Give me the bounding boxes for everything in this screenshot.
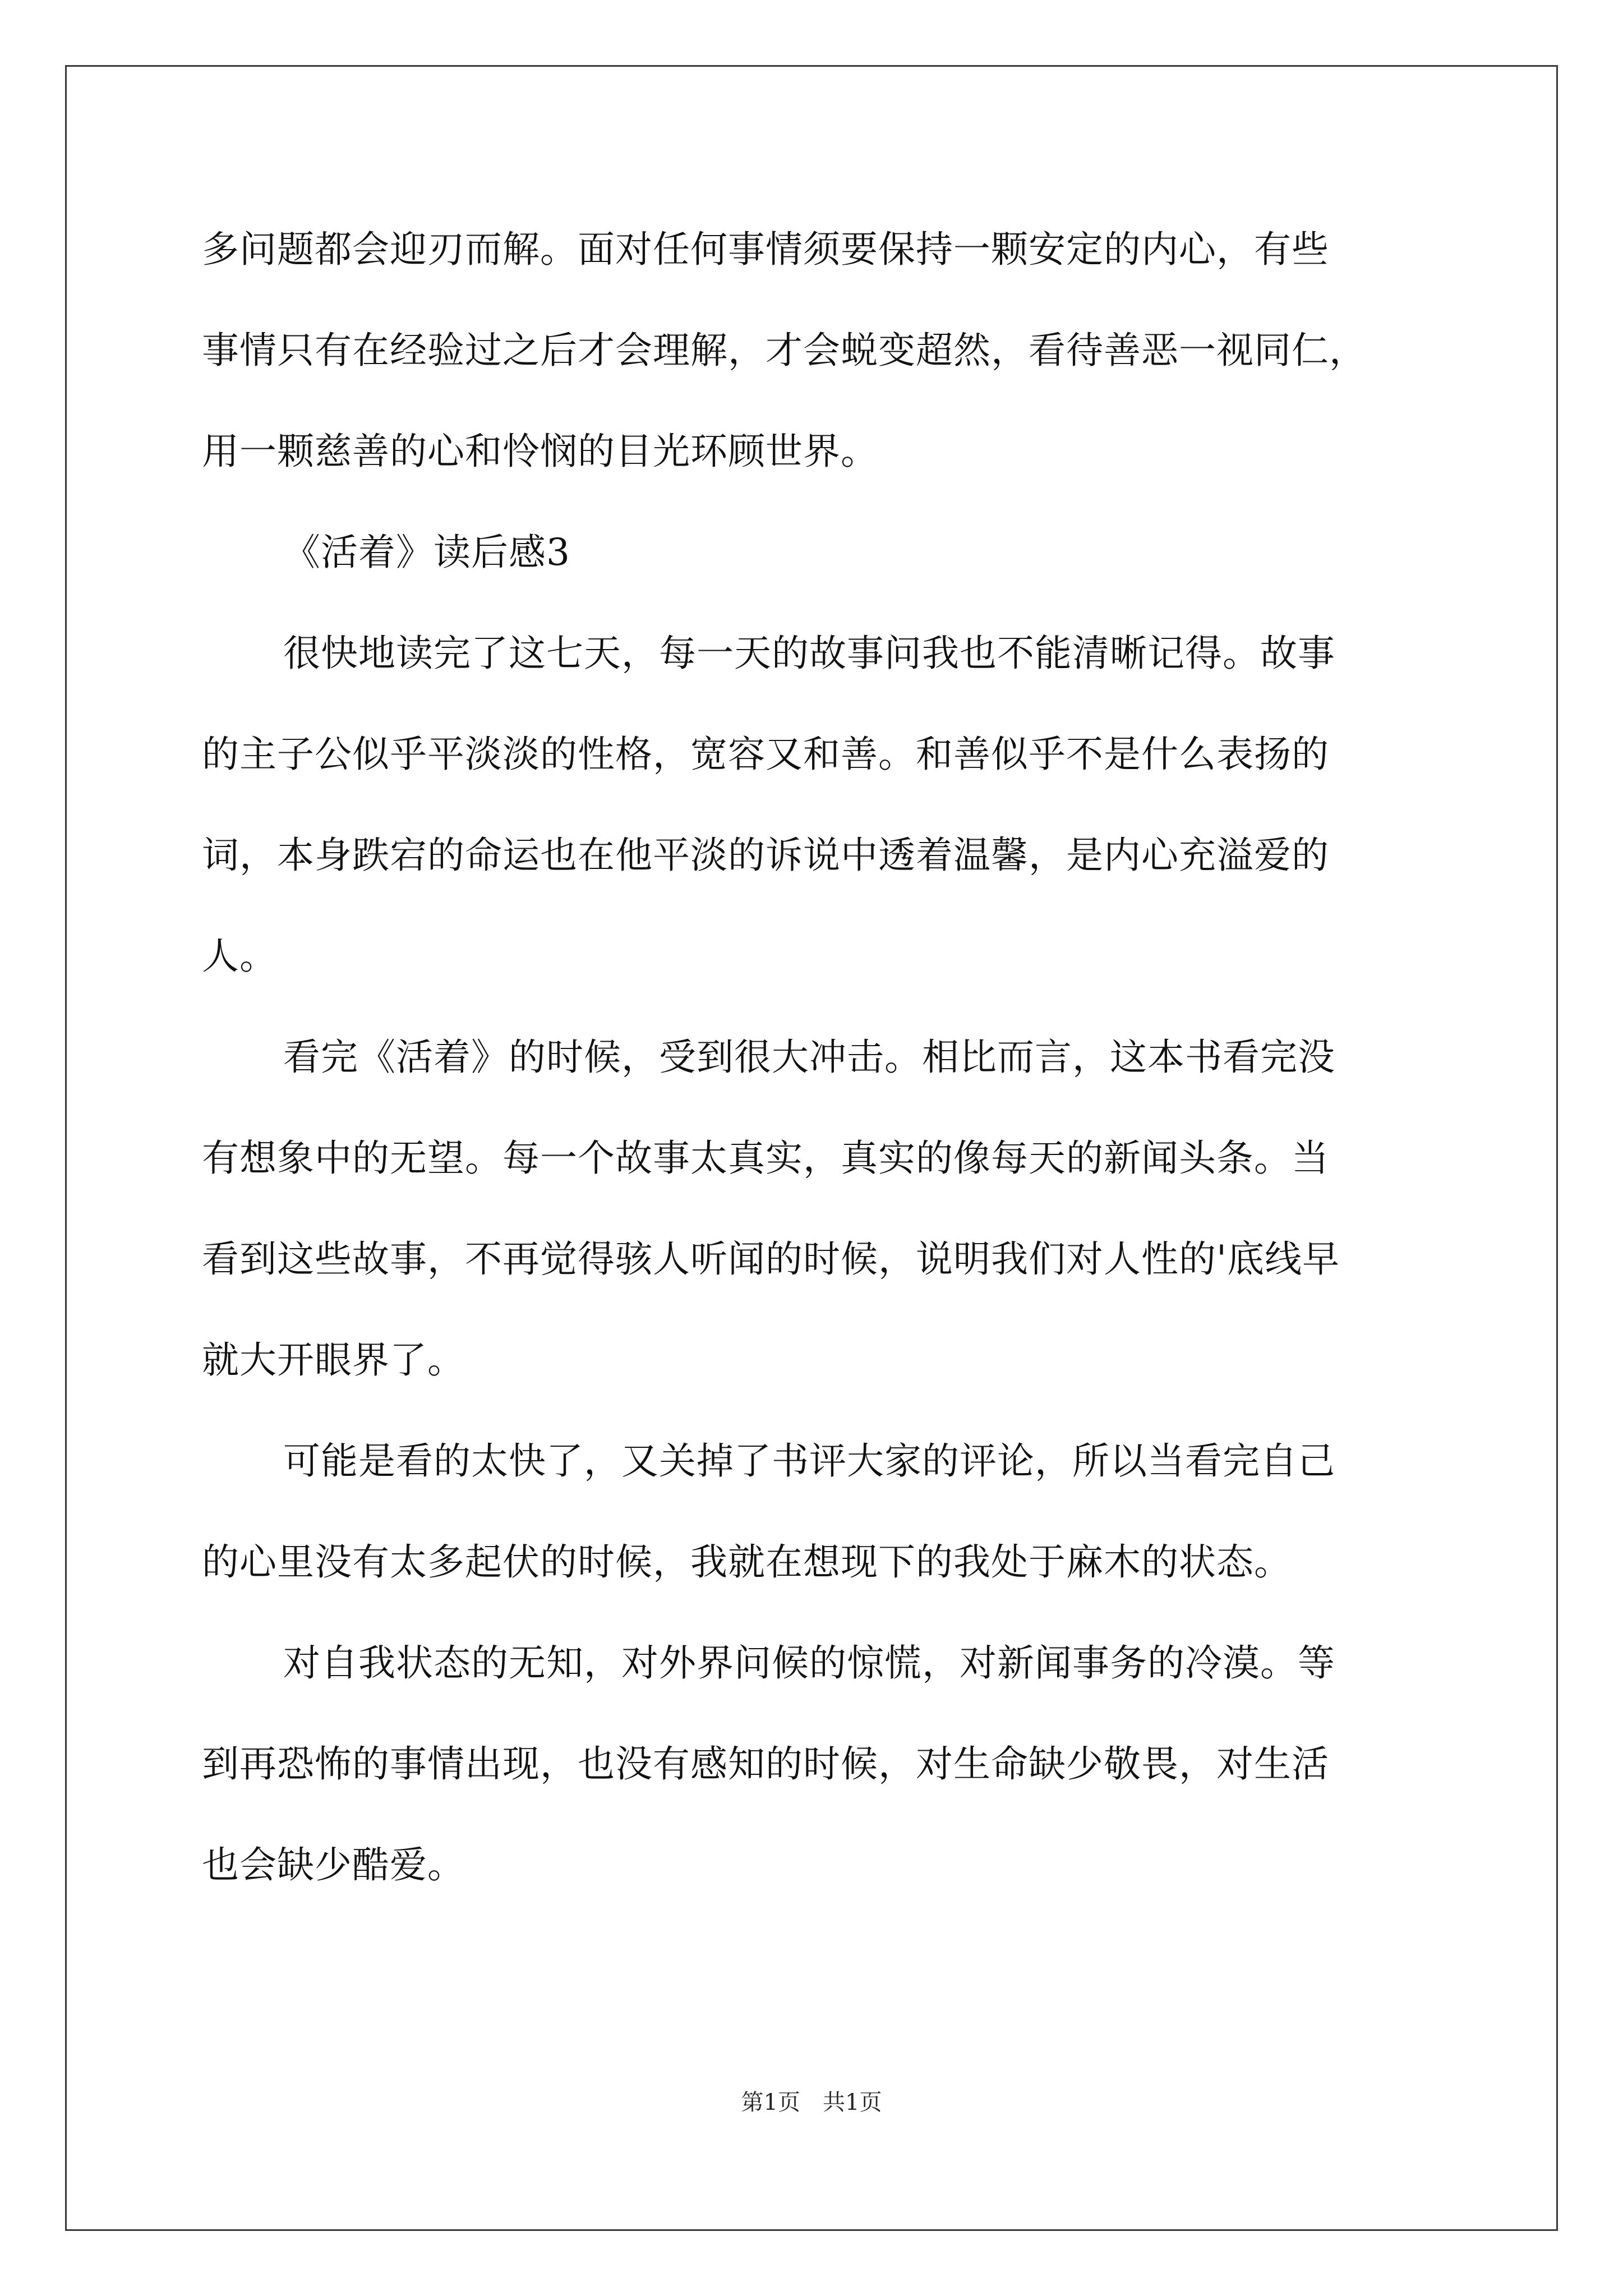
text-line: 多问题都会迎刃而解。面对任何事情须要保持一颗安定的内心，有些 (202, 228, 1329, 271)
text-line: 词，本身跌宕的命运也在他平淡的诉说中透着温馨，是内心充溢爱的 (202, 834, 1329, 877)
text-line: 有想象中的无望。每一个故事太真实，真实的像每天的新闻头条。当 (202, 1137, 1329, 1180)
section-heading: 《活着》读后感3 (283, 531, 570, 574)
page-footer: 第1页 共1页 (741, 2090, 882, 2115)
text-line: 可能是看的太快了，又关掉了书评大家的评论，所以当看完自己 (283, 1439, 1335, 1483)
text-line: 很快地读完了这七天，每一天的故事问我也不能清晰记得。故事 (283, 632, 1335, 675)
text-line: 看到这些故事，不再觉得骇人听闻的时候，说明我们对人性的'底线早 (202, 1237, 1340, 1281)
text-line: 就大开眼界了。 (202, 1338, 465, 1382)
text-line: 看完《活着》的时候，受到很大冲击。相比而言，这本书看完没 (283, 1036, 1335, 1079)
text-line: 的主子公似乎平淡淡的性格，宽容又和善。和善似乎不是什么表扬的 (202, 733, 1329, 776)
text-line: 到再恐怖的事情出现，也没有感知的时候，对生命缺少敬畏，对生活 (202, 1742, 1329, 1786)
text-line: 人。 (202, 935, 277, 978)
text-line: 用一颗慈善的心和怜悯的目光环顾世界。 (202, 430, 878, 473)
text-line: 事情只有在经验过之后才会理解，才会蜕变超然，看待善恶一视同仁， (202, 329, 1367, 372)
text-line: 的心里没有太多起伏的时候，我就在想现下的我处于麻木的状态。 (202, 1540, 1292, 1584)
text-line: 对自我状态的无知，对外界问候的惊慌，对新闻事务的冷漠。等 (283, 1641, 1335, 1685)
text-line: 也会缺少酷爱。 (202, 1843, 465, 1887)
